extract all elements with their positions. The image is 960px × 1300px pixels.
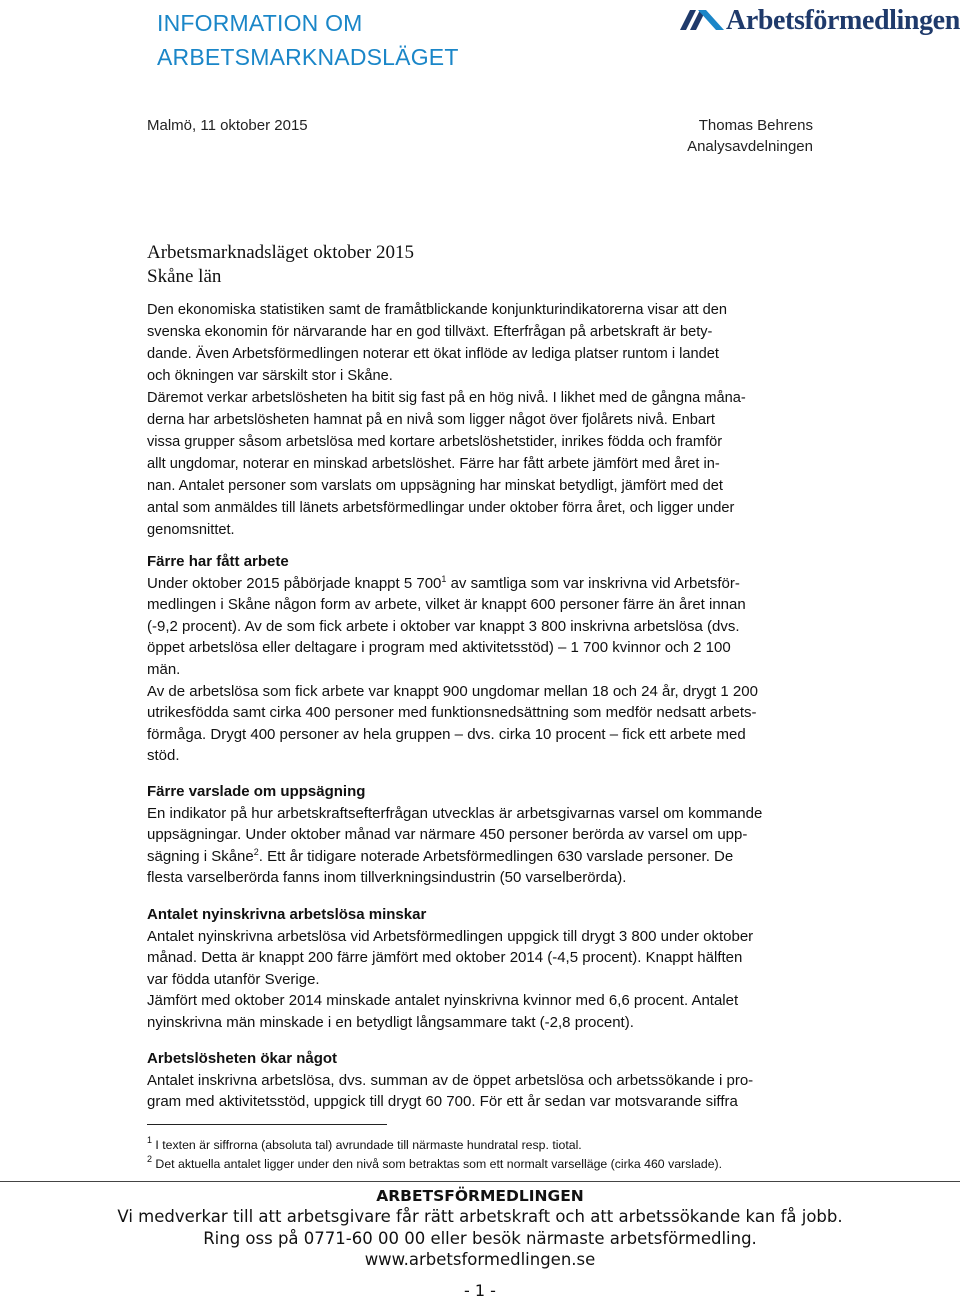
body-line: flesta varselberörda fanns inom tillverkningsindustrin (50 varselberörda). [147,869,627,887]
body-line: En indikator på hur arbetskraftsefterfrågan utvecklas är arbetsgivarnas varsel om kommande [147,804,763,822]
logo-wordmark: Arbetsförmedlingen [726,5,960,36]
body-text: Under oktober 2015 påbörjade knappt 5 700 [147,574,442,592]
body-text: av samtliga som var inskrivna vid Arbetsför- [446,574,740,592]
footer-tagline: Vi medverkar till att arbetsgivare får rätt arbetskraft och att arbetssökande kan få jobb. [117,1207,843,1226]
section-farre-har-fatt-arbete [147,551,815,767]
body-line: genomsnittet. [147,522,235,538]
body-line: öppet arbetslösa eller deltagare i program med aktivitetsstöd) – 1 700 kvinnor och 2 100 [147,639,731,657]
footnote-2 [147,1155,722,1173]
footnote-1 [147,1136,582,1154]
lead-line: Den ekonomiska statistiken samt de framåtblickande konjunkturindikatorerna visar att den [147,302,727,318]
document-date: Malmö, 11 oktober 2015 [147,117,308,134]
header-title-line2: ARBETSMARKNADSLÄGET [157,44,459,70]
footnote-ref-2[interactable]: 2 [253,846,259,857]
body-line: Däremot verkar arbetslösheten ha bitit sig fast på en hög nivå. I likhet med de gångna måna- [147,390,746,406]
body-line: förmåga. Drygt 400 personer av hela gruppen – dvs. cirka 10 procent – fick ett arbete med [147,725,746,743]
body-line: (-9,2 procent). Av de som fick arbete i oktober var knappt 3 800 inskrivna arbetslösa (dvs. [147,617,740,635]
body-line [147,846,815,868]
footnote-separator [147,1124,387,1125]
body-line: utrikesfödda samt cirka 400 personer med funktionsnedsättning som medför nedsatt arbets- [147,704,757,722]
section-heading: Färre har fått arbete [147,553,289,570]
body-line: Jämfört med oktober 2014 minskade antalet nyinskrivna kvinnor med 6,6 procent. Antalet [147,992,739,1010]
body-line: stöd. [147,747,180,765]
author-name: Thomas Behrens [698,117,813,134]
section-heading: Färre varslade om uppsägning [147,783,366,800]
report-title-line1: Arbetsmarknadsläget oktober 2015 [147,242,414,263]
body-line: nan. Antalet personer som varslats om uppsägning har minskat betydligt, jämfört med det [147,478,723,494]
author-department: Analysavdelningen [687,138,813,155]
footnote-text: Det aktuella antalet ligger under den nivå som betraktas som ett normalt varselläge (cirka 460 varslade). [152,1157,723,1171]
report-title [147,241,813,289]
body-line: var födda utanför Sverige. [147,970,320,988]
arbetsformedlingen-logo [680,2,958,42]
section-arbetslosheten [147,1048,815,1113]
footer-website-link[interactable]: www.arbetsformedlingen.se [364,1250,596,1269]
lead-line: svenska ekonomin för närvarande har en god tillväxt. Efterfrågan på arbetskraft är bety- [147,324,713,340]
footnote-mark: 2 [147,1154,153,1164]
body-text: . Ett år tidigare noterade Arbetsförmedlingen 630 varslade personer. De [258,847,734,865]
document-header-title [157,6,577,74]
footer-separator [0,1181,960,1182]
footer-title: ARBETSFÖRMEDLINGEN [376,1187,584,1205]
section-nyinskrivna [147,904,815,1034]
page-footer [0,1186,960,1271]
footnote-text: I texten är siffrorna (absoluta tal) avrundade till närmaste hundratal resp. tiotal. [152,1138,582,1152]
section-heading: Arbetslösheten ökar något [147,1050,338,1067]
body-line: Av de arbetslösa som fick arbete var knappt 900 ungdomar mellan 18 och 24 år, drygt 1 200 [147,682,758,700]
footnote-mark: 1 [147,1135,153,1145]
logo-mark-icon [680,6,726,32]
footer-contact: Ring oss på 0771-60 00 00 eller besök närmaste arbetsförmedling. [203,1228,757,1248]
body-line: Antalet nyinskrivna arbetslösa vid Arbetsförmedlingen uppgick till drygt 3 800 under oktober [147,927,754,945]
author-block [687,115,813,157]
body-line: gram med aktivitetsstöd, uppgick till drygt 60 700. För ett år sedan var motsvarande siffra [147,1093,738,1111]
body-line: derna har arbetslösheten hamnat på en nivå som ligger något över fjolårets nivå. Enbart [147,412,715,428]
lead-line: dande. Även Arbetsförmedlingen noterar ett ökat inflöde av lediga platser runtom i landet [147,346,719,362]
page-number: - 1 - [464,1281,496,1300]
report-title-line2: Skåne län [147,266,222,287]
body-line: män. [147,660,181,678]
body-line: antal som anmäldes till länets arbetsförmedlingar under oktober förra året, och ligger under [147,500,735,516]
footnote-ref-1[interactable]: 1 [441,573,447,584]
body-line [147,573,815,595]
body-line: allt ungdomar, noterar en minskad arbetslöshet. Färre har fått arbete jämfört med året in- [147,456,720,472]
header-title-line1: INFORMATION OM [157,10,363,36]
body-text: sägning i Skåne [147,847,254,865]
body-line: vissa grupper såsom arbetslösa med kortare arbetslöshetstider, inrikes födda och framför [147,434,723,450]
body-line: Antalet inskrivna arbetslösa, dvs. summan av de öppet arbetslösa och arbetssökande i pro- [147,1071,754,1089]
body-line: månad. Detta är knappt 200 färre jämfört med oktober 2014 (-4,5 procent). Knappt hälften [147,949,743,967]
lead-line: och ökningen var särskilt stor i Skåne. [147,368,393,384]
section-farre-varslade [147,781,815,889]
body-line: uppsägningar. Under oktober månad var närmare 450 personer berörda av varsel om upp- [147,826,748,844]
body-line: nyinskrivna män minskade i en betydligt långsammare takt (-2,8 procent). [147,1013,634,1031]
section-heading: Antalet nyinskrivna arbetslösa minskar [147,906,427,923]
body-line: medlingen i Skåne någon form av arbete, vilket är knappt 600 personer färre än året innan [147,596,746,614]
lead-paragraph [147,299,815,541]
